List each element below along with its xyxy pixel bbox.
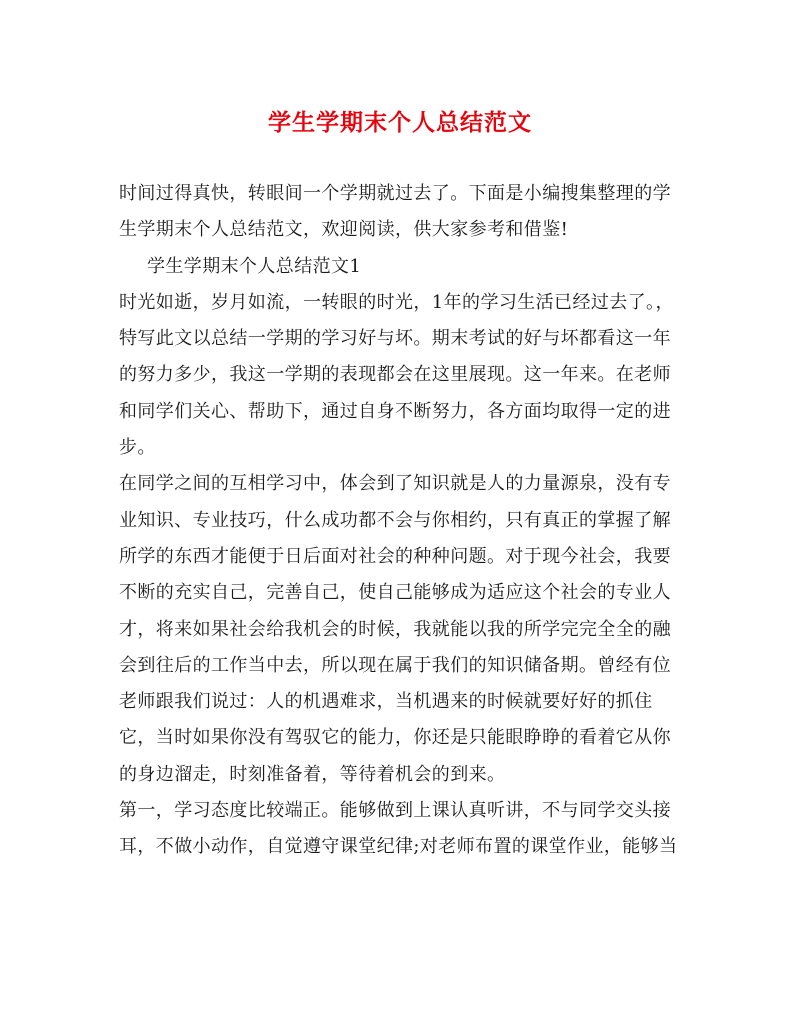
paragraph-2: 在同学之间的互相学习中，体会到了知识就是人的力量源泉，没有专业知识、专业技巧，什么成功都不会与你相约，只有真正的掌握了解所学的东西才能便于日后面对社会的种种问题。对于现今社会，我要不断的充实自己，完善自己，使自己能够成为适应这个社会的专业人才，将来如果社会给我机会的时候，我就能以我的所学完完全全的融会到往后的工作当中去，所以现在属于我们的知识储备期。曾经有位老师跟我们说过：人的机遇难求，当机遇来的时候就要好好的抓住它，当时如果你没有驾驭它的能力，你还是只能眼睁睁的看着它从你的身边溜走，时刻准备着，等待着机会的到来。 bbox=[119, 473, 671, 785]
document-body bbox=[119, 176, 685, 866]
section-heading: 学生学期末个人总结范文1 bbox=[147, 255, 362, 277]
paragraph-1: 时光如逝，岁月如流，一转眼的时光，1年的学习生活已经过去了。，特写此文以总结一学期的学习好与坏。期末考试的好与坏都看这一年的努力多少，我这一学期的表现都会在这里展现。这一年来。在老师和同学们关心、帮助下，通过自身不断努力，各方面均取得一定的进步。 bbox=[119, 291, 674, 459]
document-title: 学生学期末个人总结范文 bbox=[268, 109, 532, 136]
paragraph-3: 第一，学习态度比较端正。能够做到上课认真听讲，不与同学交头接耳，不做小动作，自觉遵守课堂纪律;对老师布置的课堂作业，能够当 bbox=[119, 800, 678, 858]
paragraph-intro: 时间过得真快，转眼间一个学期就过去了。下面是小编搜集整理的学生学期末个人总结范文，欢迎阅读，供大家参考和借鉴! bbox=[119, 183, 671, 241]
